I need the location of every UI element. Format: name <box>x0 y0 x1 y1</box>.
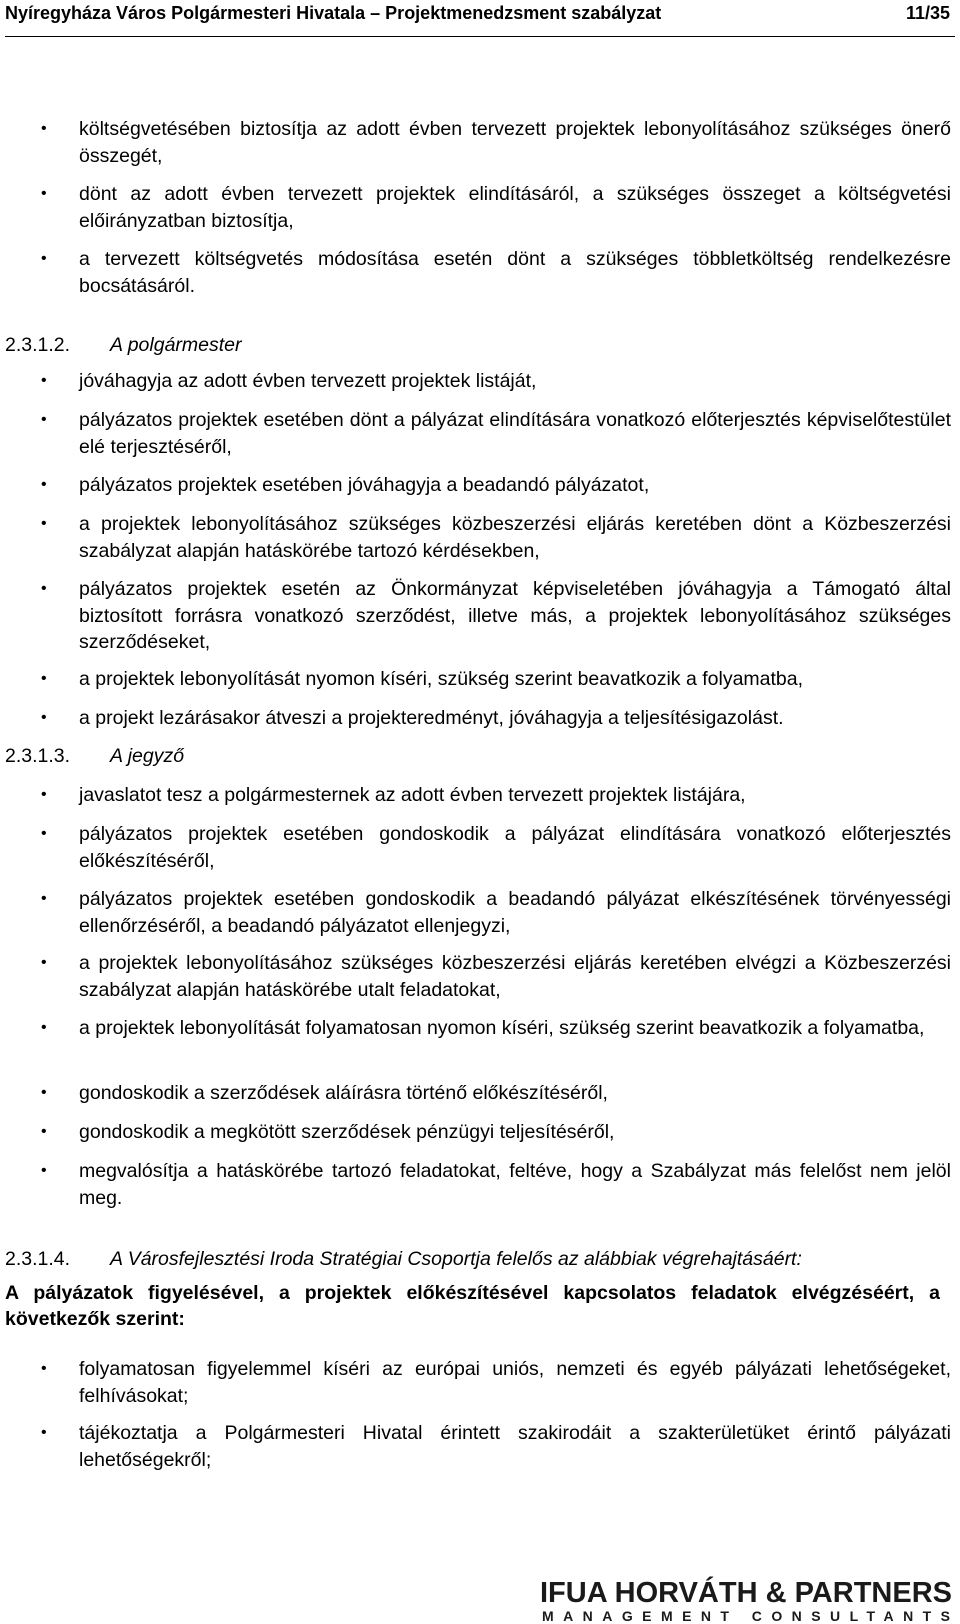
section-title: A jegyző <box>110 745 185 767</box>
bold-paragraph: A pályázatok figyelésével, a projektek előkészítésével kapcsolatos feladatok elvégzéséért, a következők szerint: <box>5 1282 940 1330</box>
list-item: • megvalósítja a hatáskörébe tartozó feladatokat, feltéve, hogy a Szabályzat más felelőst nem jelöl meg. <box>79 1158 951 1211</box>
list-item: • a tervezett költségvetés módosítása esetén dönt a szükséges többletköltség rendelkezésre bocsátásáról. <box>79 246 951 299</box>
company-logo <box>540 1574 955 1624</box>
list-item: • gondoskodik a megkötött szerződések pénzügyi teljesítéséről, <box>79 1119 951 1146</box>
section-title: A Városfejlesztési Iroda Stratégiai Csoportja felelős az alábbiak végrehajtásáért: <box>110 1248 802 1270</box>
section-number: 2.3.1.4. <box>5 1248 71 1270</box>
list-item: • gondoskodik a szerződések aláírásra történő előkészítéséről, <box>79 1080 951 1107</box>
list-item: • folyamatosan figyelemmel kíséri az európai uniós, nemzeti és egyéb pályázati lehetőségeket, felhívásokat; <box>79 1356 951 1409</box>
page-number: 11/35 <box>905 3 950 23</box>
logo-graphic <box>540 1574 955 1624</box>
logo-line1: IFUA HORVÁTH & PARTNERS <box>540 1577 952 1609</box>
list-item: • a projektek lebonyolítását folyamatosan nyomon kíséri, szükség szerint beavatkozik a folyamatba, <box>79 1015 951 1042</box>
document-title: Nyíregyháza Város Polgármesteri Hivatala – Projektmenedzsment szabályzat <box>5 3 662 23</box>
list-item: • pályázatos projektek esetében gondoskodik a pályázat elindítására vonatkozó előterjesztés előkészítéséről, <box>79 821 951 874</box>
list-item: • javaslatot tesz a polgármesternek az adott évben tervezett projektek listájára, <box>79 782 951 809</box>
list-item: • költségvetésében biztosítja az adott évben tervezett projektek lebonyolításához szükséges önerő összegét, <box>79 116 951 169</box>
list-item: • dönt az adott évben tervezett projektek elindításáról, a szükséges összeget a költségvetési előirányzatban biztosítja, <box>79 181 951 234</box>
section-title: A polgármester <box>110 334 242 356</box>
list-item: • jóváhagyja az adott évben tervezett projektek listáját, <box>79 368 951 395</box>
list-item: • a projektek lebonyolítását nyomon kíséri, szükség szerint beavatkozik a folyamatba, <box>79 666 951 693</box>
list-item: • pályázatos projektek esetében gondoskodik a beadandó pályázat elkészítésének törvényességi ellenőrzéséről, a beadandó pályázatot ellenjegyzi, <box>79 886 951 939</box>
list-item: • pályázatos projektek esetén az Önkormányzat képviseletében jóváhagyja a Támogató által biztosított forrásra vonatkozó szerződést, illetve más, a projektek lebonyolításához szükséges szerződéseket, <box>79 576 951 656</box>
list-item: • tájékoztatja a Polgármesteri Hivatal érintett szakirodáit a szakterületüket érintő pályázati lehetőségekről; <box>79 1420 951 1473</box>
list-item: • pályázatos projektek esetében jóváhagyja a beadandó pályázatot, <box>79 472 951 499</box>
list-item: • pályázatos projektek esetében dönt a pályázat elindítására vonatkozó előterjesztés képviselőtestület elé terjesztéséről, <box>79 407 951 460</box>
section-heading <box>5 743 184 769</box>
section-heading <box>5 332 242 358</box>
section-heading <box>5 1246 802 1272</box>
section-number: 2.3.1.2. <box>5 334 71 356</box>
section-number: 2.3.1.3. <box>5 745 71 767</box>
list-item: • a projekt lezárásakor átveszi a projekteredményt, jóváhagyja a teljesítésigazolást. <box>79 705 951 732</box>
logo-line2: MANAGEMENT CONSULTANTS <box>542 1608 950 1624</box>
list-item: • a projektek lebonyolításához szükséges közbeszerzési eljárás keretében elvégzi a Közbeszerzési szabályzat alapján hatáskörébe utalt feladatokat, <box>79 950 951 1003</box>
list-item: • a projektek lebonyolításához szükséges közbeszerzési eljárás keretében dönt a Közbeszerzési szabályzat alapján hatáskörébe tartozó kérdésekben, <box>79 511 951 564</box>
